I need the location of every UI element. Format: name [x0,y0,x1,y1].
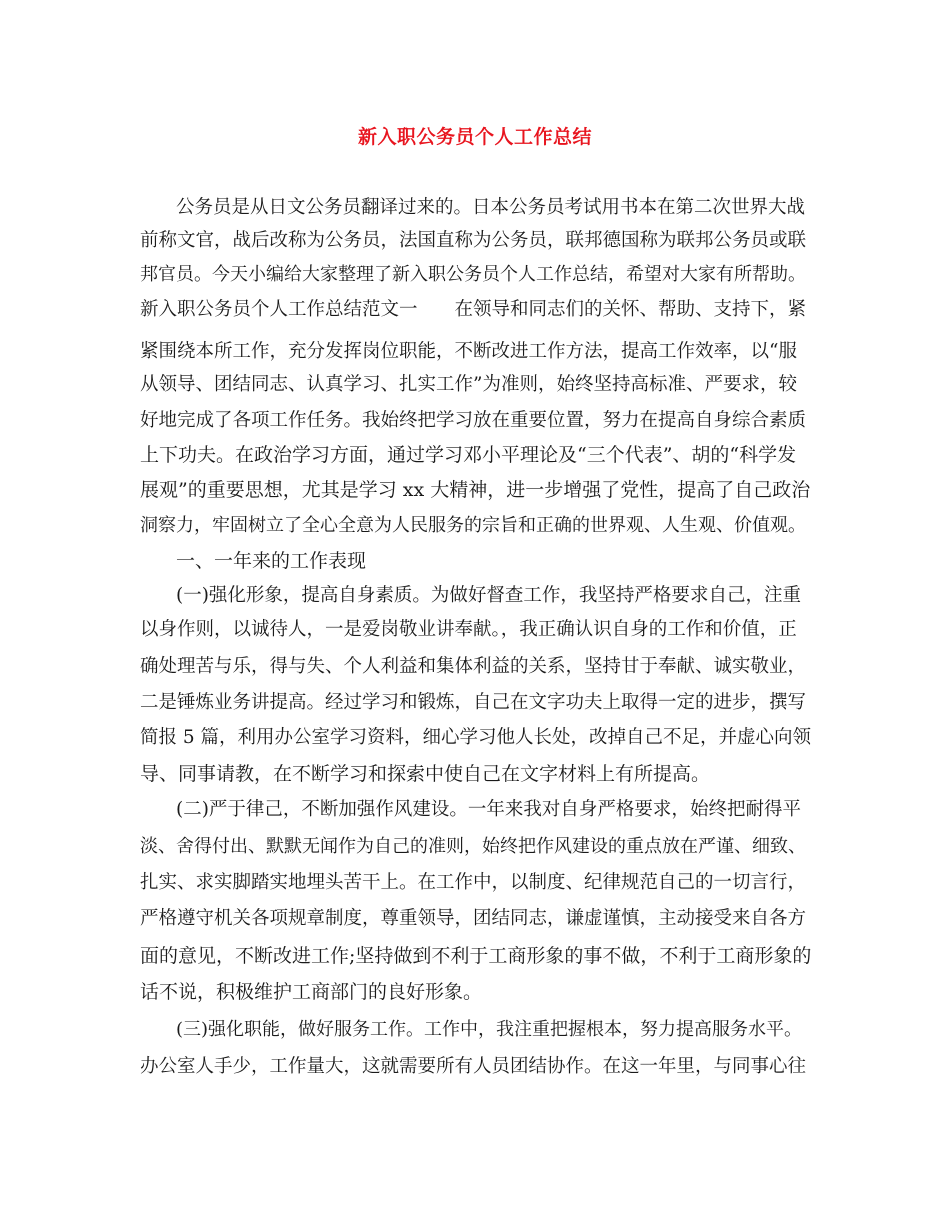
paragraph-line: 话不说，积极维护工商部门的良好形象。 [140,981,483,1003]
paragraph-line: 简报 5 篇，利用办公室学习资料，细心学习他人长处，改掉自己不足，并虚心向领 [140,727,812,748]
paragraph-line: (三)强化职能，做好服务工作。工作中，我注重把握根本，努力提高服务水平。 [176,1019,803,1040]
paragraph-line: 展观”的重要思想，尤其是学习 xx 大精神，进一步增强了党性，提高了自己政治 [140,479,811,501]
paragraph-line: 二是锤炼业务讲提高。经过学习和锻炼，自己在文字功夫上取得一定的进步，撰写 [140,692,807,713]
paragraph-line: 前称文官，战后改称为公务员，法国直称为公务员，联邦德国称为联邦公务员或联 [140,230,807,251]
paragraph-line: (二)严于律己，不断加强作风建设。一年来我对自身严格要求，始终把耐得平 [176,799,801,820]
paragraph-line: 上下功夫。在政治学习方面，通过学习邓小平理论及“三个代表”、胡的“科学发 [140,444,797,466]
paragraph-line: (一)强化形象，提高自身素质。为做好督查工作，我坚持严格要求自己，注重 [176,585,801,606]
paragraph-line: 新入职公务员个人工作总结范文一 在领导和同志们的关怀、帮助、支持下，紧 [140,299,807,320]
paragraph-line: 洞察力，牢固树立了全心全意为人民服务的宗旨和正确的世界观、人生观、价值观。 [140,515,806,536]
document-title: 新入职公务员个人工作总结 [357,126,592,148]
paragraph-line: 确处理苦与乐，得与失、个人利益和集体利益的关系，坚持甘于奉献、诚实敬业， [140,656,807,677]
paragraph-line: 从领导、团结同志、认真学习、扎实工作”为准则，始终坚持高标准、严要求，较 [140,374,797,395]
paragraph-line: 面的意见，不断改进工作;坚持做到不利于工商形象的事不做，不利于工商形象的 [140,945,812,967]
paragraph-line: 办公室人手少，工作量大，这就需要所有人员团结协作。在这一年里，与同事心往 [140,1056,807,1077]
section-heading: 一、一年来的工作表现 [176,550,367,572]
paragraph-line: 公务员是从日文公务员翻译过来的。日本公务员考试用书本在第二次世界大战 [176,197,806,218]
paragraph-line: 以身作则，以诚待人，一是爱岗敬业讲奉献。，我正确认识自身的工作和价值，正 [140,619,797,640]
paragraph-line: 扎实、求实脚踏实地埋头苦干上。在工作中，以制度、纪律规范自己的一切言行， [140,872,807,893]
paragraph-line: 紧围绕本所工作，充分发挥岗位职能，不断改进工作方法，提高工作效率，以“服 [140,341,797,362]
paragraph-line: 淡、舍得付出、默默无闻作为自己的准则，始终把作风建设的重点放在严谨、细致、 [140,836,806,857]
paragraph-line: 严格遵守机关各项规章制度，尊重领导，团结同志，谦虚谨慎，主动接受来自各方 [140,908,807,929]
paragraph-line: 导、同事请教，在不断学习和探索中使自己在文字材料上有所提高。 [140,763,711,785]
paragraph-line: 邦官员。今天小编给大家整理了新入职公务员个人工作总结，希望对大家有所帮助。 [140,264,806,285]
paragraph-line: 好地完成了各项工作任务。我始终把学习放在重要位置，努力在提高自身综合素质 [140,410,807,431]
